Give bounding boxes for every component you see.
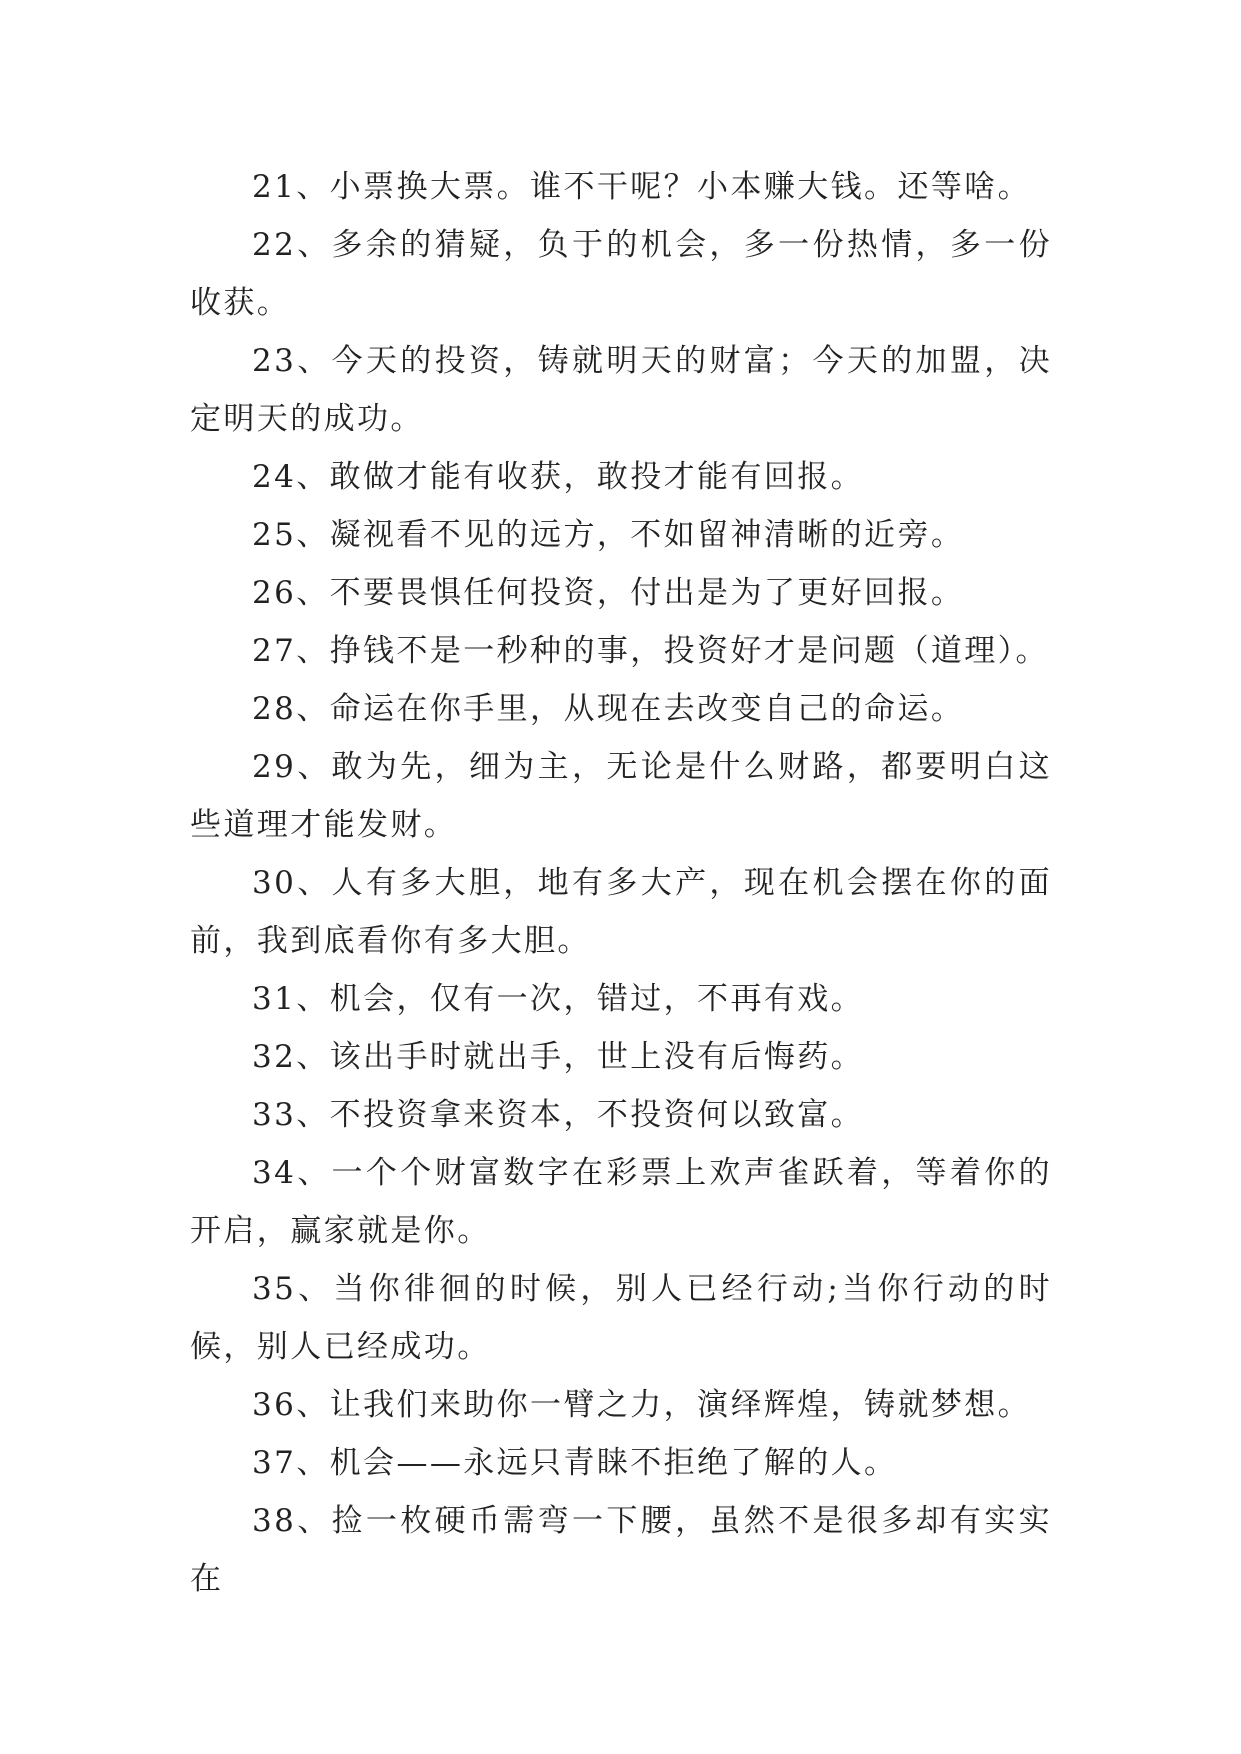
document-body [190, 158, 1052, 1608]
slogan-item-22: 22、多余的猜疑，负于的机会，多一份热情，多一份收获。 [190, 227, 1052, 321]
slogan-item-30: 30、人有多大胆，地有多大产，现在机会摆在你的面前，我到底看你有多大胆。 [190, 865, 1052, 959]
slogan-item-27: 27、挣钱不是一秒种的事，投资好才是问题（道理）。 [252, 633, 1049, 669]
slogan-item-29: 29、敢为先，细为主，无论是什么财路，都要明白这些道理才能发财。 [190, 749, 1052, 843]
slogan-item-37: 37、机会——永远只青睐不拒绝了解的人。 [252, 1445, 898, 1481]
slogan-item-32: 32、该出手时就出手，世上没有后悔药。 [252, 1039, 865, 1075]
slogan-item-34: 34、一个个财富数字在彩票上欢声雀跃着，等着你的开启，赢家就是你。 [190, 1155, 1052, 1249]
slogan-item-28: 28、命运在你手里，从现在去改变自己的命运。 [252, 691, 965, 727]
slogan-item-21: 21、小票换大票。谁不干呢？小本赚大钱。还等啥。 [252, 169, 1032, 205]
slogan-item-31: 31、机会，仅有一次，错过，不再有戏。 [252, 981, 865, 1017]
slogan-item-24: 24、敢做才能有收获，敢投才能有回报。 [252, 459, 865, 495]
slogan-item-25: 25、凝视看不见的远方，不如留神清晰的近旁。 [252, 517, 965, 553]
slogan-item-33: 33、不投资拿来资本，不投资何以致富。 [252, 1097, 865, 1133]
slogan-item-36: 36、让我们来助你一臂之力，演绎辉煌，铸就梦想。 [252, 1387, 1032, 1423]
slogan-item-38: 38、捡一枚硬币需弯一下腰，虽然不是很多却有实实在 [190, 1503, 1052, 1597]
slogan-item-35: 35、当你徘徊的时候，别人已经行动;当你行动的时候，别人已经成功。 [190, 1271, 1052, 1365]
slogan-item-23: 23、今天的投资，铸就明天的财富；今天的加盟，决定明天的成功。 [190, 343, 1052, 437]
slogan-item-26: 26、不要畏惧任何投资，付出是为了更好回报。 [252, 575, 965, 611]
